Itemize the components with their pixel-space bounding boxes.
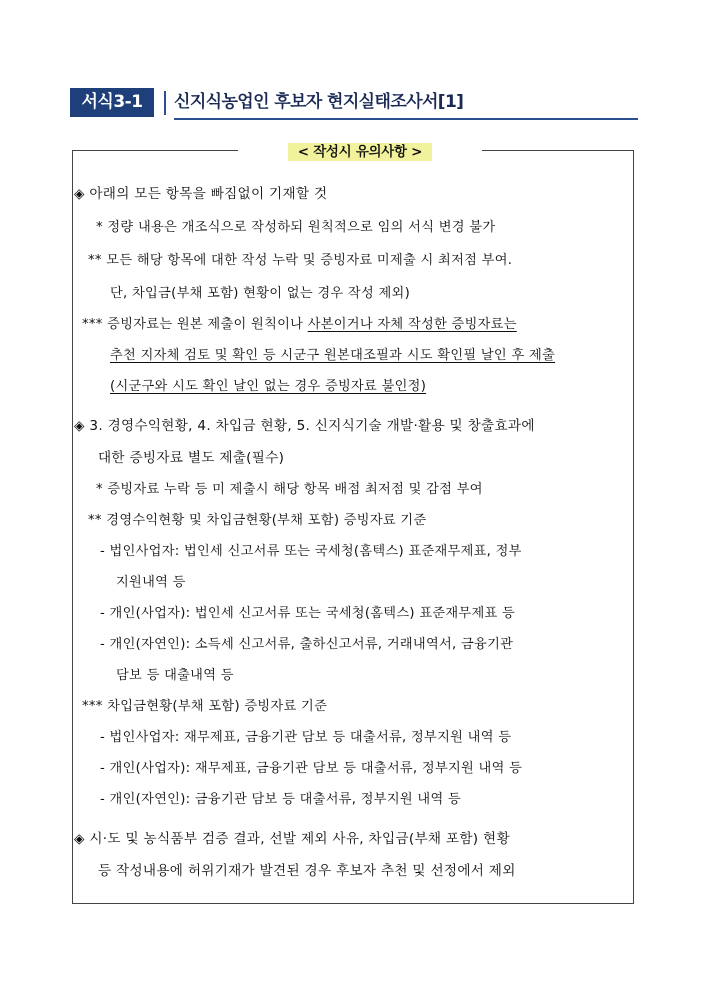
notice-line-part: *** 증빙자료는 원본 제출이 원칙이나 [82, 317, 308, 332]
notice-line: 대한 증빙자료 별도 제출(필수) [98, 450, 285, 466]
notice-line: - 개인(자연인): 금융기관 담보 등 대출서류, 정부지원 내역 등 [100, 792, 462, 807]
form-header [70, 88, 638, 118]
notice-line [82, 315, 517, 335]
notice-line: 지원내역 등 [116, 575, 186, 590]
notice-line: *** 차입금현황(부채 포함) 증빙자료 기준 [82, 699, 328, 714]
notice-line: (시군구와 시도 확인 날인 없는 경우 증빙자료 불인정) [110, 379, 427, 394]
notice-line: - 법인사업자: 법인세 신고서류 또는 국세청(홈텍스) 표준재무제표, 정부 [100, 544, 522, 559]
notice-line: - 개인(사업자): 재무제표, 금융기관 담보 등 대출서류, 정부지원 내역 등 [100, 761, 523, 776]
notice-line: ** 모든 해당 항목에 대한 작성 누락 및 증빙자료 미제출 시 최저점 부여. [88, 253, 513, 268]
notice-line: * 증빙자료 누락 등 미 제출시 해당 항목 배점 최저점 및 감점 부여 [96, 482, 483, 497]
notice-line: 추천 지자체 검토 및 확인 등 시군구 원본대조필과 시도 확인필 날인 후 제출 [110, 348, 556, 363]
notice-line: - 개인(사업자): 법인세 신고서류 또는 국세청(홈텍스) 표준재무제표 등 [100, 606, 516, 621]
notice-line: 담보 등 대출내역 등 [116, 668, 234, 683]
header-separator [164, 91, 166, 115]
notice-line: ◈ 시·도 및 농식품부 검증 결과, 선발 제외 사유, 차입금(부채 포함) 현황 [74, 831, 510, 847]
notice-line: 등 작성내용에 허위기재가 발견된 경우 후보자 추천 및 선정에서 제외 [98, 863, 516, 879]
notice-box-title-text: < 작성시 유의사항 > [288, 143, 432, 161]
form-number-badge: 서식3-1 [70, 88, 154, 117]
notice-line: ** 경영수익현황 및 차입금현황(부채 포함) 증빙자료 기준 [88, 513, 427, 528]
notice-line-underlined: 사본이거나 자체 작성한 증빙자료는 [307, 317, 517, 332]
notice-line: ◈ 아래의 모든 항목을 빠짐없이 기재할 것 [74, 186, 328, 202]
notice-line: - 법인사업자: 재무제표, 금융기관 담보 등 대출서류, 정부지원 내역 등 [100, 730, 512, 745]
form-title: 신지식농업인 후보자 현지실태조사서[1] [174, 92, 464, 112]
notice-box-title [238, 141, 482, 159]
notice-line: 단, 차입금(부채 포함) 현황이 없는 경우 작성 제외) [110, 286, 411, 301]
notice-line: * 정량 내용은 개조식으로 작성하되 원칙적으로 임의 서식 변경 불가 [96, 220, 496, 235]
header-underline [174, 118, 638, 120]
notice-line: - 개인(자연인): 소득세 신고서류, 출하신고서류, 거래내역서, 금융기관 [100, 637, 514, 652]
notice-line: ◈ 3. 경영수익현황, 4. 차입금 현황, 5. 신지식기술 개발·활용 및 창출효과에 [74, 418, 535, 434]
